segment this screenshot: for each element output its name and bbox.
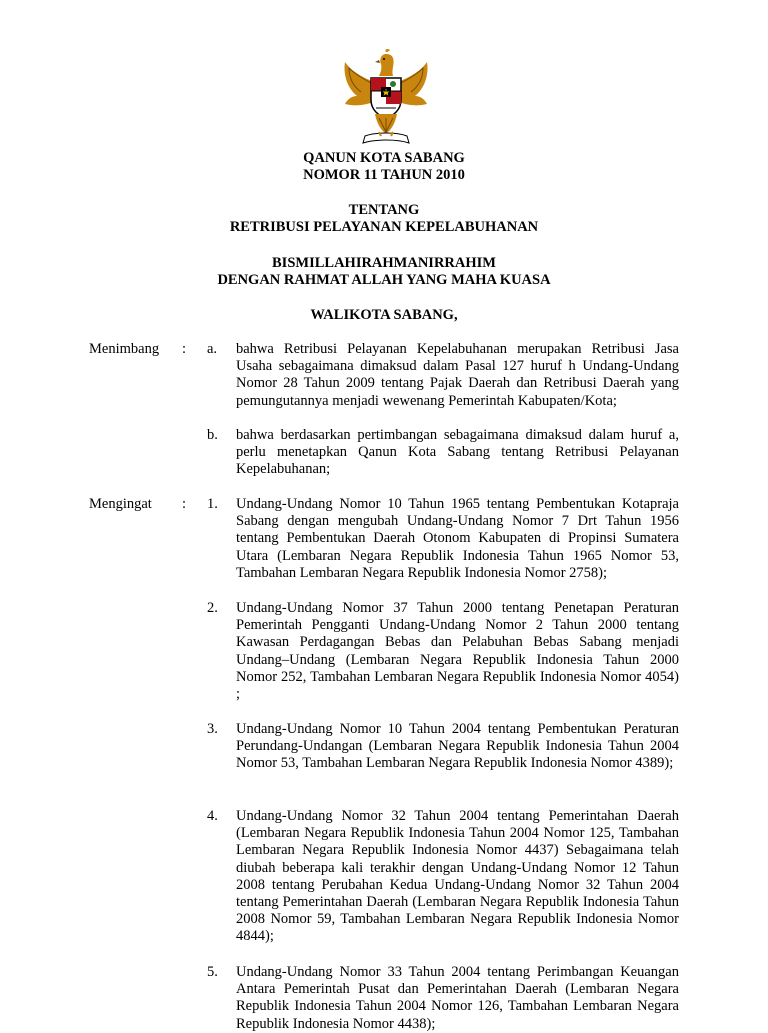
about-label: TENTANG [348,202,420,218]
bismillah-line: BISMILLAHIRAHMANIRRAHIM [272,255,496,271]
mengingat-colon: : [182,496,187,512]
item-text: bahwa Retribusi Pelayanan Kepelabuhanan merupakan Retribusi Jasa Usaha sebagaimana dimaksud dalam Pasal 127 huruf h Undang-Undang Nomor 28 Tahun 2009 tentang Pajak Daerah dan Retribusi Daerah yang pemungutannya menjadi wewenang Pemerintah Kabupaten/Kota; [236,341,679,409]
title-line-2: NOMOR 11 TAHUN 2010 [303,167,465,183]
item-marker: 3. [207,721,218,737]
mengingat-label: Mengingat [89,496,152,512]
opening-phrase [0,255,768,289]
item-text: Undang-Undang Nomor 33 Tahun 2004 tentang Perimbangan Keuangan Antara Pemerintah Pusat dan Pemerintahan Daerah (Lembaran Negara Republik Indonesia Tahun 2004 Nomor 126, Tambahan Lembaran Negara Republik Indonesia Nomor 4438); [236,964,679,1032]
menimbang-label: Menimbang [89,341,160,357]
item-text: Undang-Undang Nomor 10 Tahun 1965 tentang Pembentukan Kotapraja Sabang dengan mengubah Undang-Undang Nomor 7 Drt Tahun 1956 tentang Pembentukan Daerah Otonom Kabupaten di Propinsi Sumatera Utara (Lembaran Negara Republik Indonesia Tahun 1965 Nomor 53, Tambahan Lembaran Negara Republik Indonesia Nomor 2758); [236,496,679,581]
item-text: Undang-Undang Nomor 37 Tahun 2000 tentang Penetapan Peraturan Pemerintah Pengganti Undang-Undang Nomor 2 Tahun 2000 tentang Kawasan Perdagangan Bebas dan Pelabuhan Bebas Sabang menjadi Undang–Undang (Lembaran Negara Republik Indonesia Tahun 2000 Nomor 252, Tambahan Lembaran Negara Republik Indonesia Nomor 4054) ; [236,600,679,703]
garuda-shield [371,78,401,118]
garuda-tail [375,114,397,134]
item-marker: 1. [207,496,218,512]
issuer-heading [0,307,768,324]
item-marker: a. [207,341,218,357]
title-line-1: QANUN KOTA SABANG [303,150,465,166]
item-text: bahwa berdasarkan pertimbangan sebagaimana dimaksud dalam huruf a, perlu menetapkan Qanun Kota Sabang tentang Retribusi Pelayanan Kepelabuhanan; [236,427,679,478]
issuer-line: WALIKOTA SABANG, [310,307,458,323]
menimbang-colon: : [182,341,187,357]
garuda-emblem-icon [339,44,433,148]
qanun-title [0,150,768,184]
garuda-head [375,49,394,76]
item-text: Undang-Undang Nomor 10 Tahun 2004 tentang Pembentukan Peraturan Perundang-Undangan (Lembaran Negara Republik Indonesia Tahun 2004 Nomor 53, Tambahan Lembaran Negara Republik Indonesia Nomor 4389); [236,721,679,772]
qanun-subject [0,202,768,236]
subject-title: RETRIBUSI PELAYANAN KEPELABUHANAN [229,219,539,235]
garuda-feet-ribbon [363,132,409,143]
item-marker: 2. [207,600,218,616]
item-marker: b. [207,427,218,443]
item-text: Undang-Undang Nomor 32 Tahun 2004 tentang Pemerintahan Daerah (Lembaran Negara Republik Indonesia Tahun 2004 Nomor 125, Tambahan Lembaran Negara Republik Indonesia Nomor 4437) Sebagaimana telah diubah beberapa kali terakhir dengan Undang-Undang Nomor 12 Tahun 2008 tentang Perubahan Kedua Undang-Undang Nomor 32 Tahun 2004 tentang Pemerintahan Daerah (Lembaran Negara Republik Indonesia Tahun 2008 Nomor 59, Tambahan Lembaran Negara Republik Indonesia Nomor 4844); [236,808,679,945]
grace-line: DENGAN RAHMAT ALLAH YANG MAHA KUASA [217,272,551,288]
item-marker: 4. [207,808,218,824]
item-marker: 5. [207,964,218,980]
